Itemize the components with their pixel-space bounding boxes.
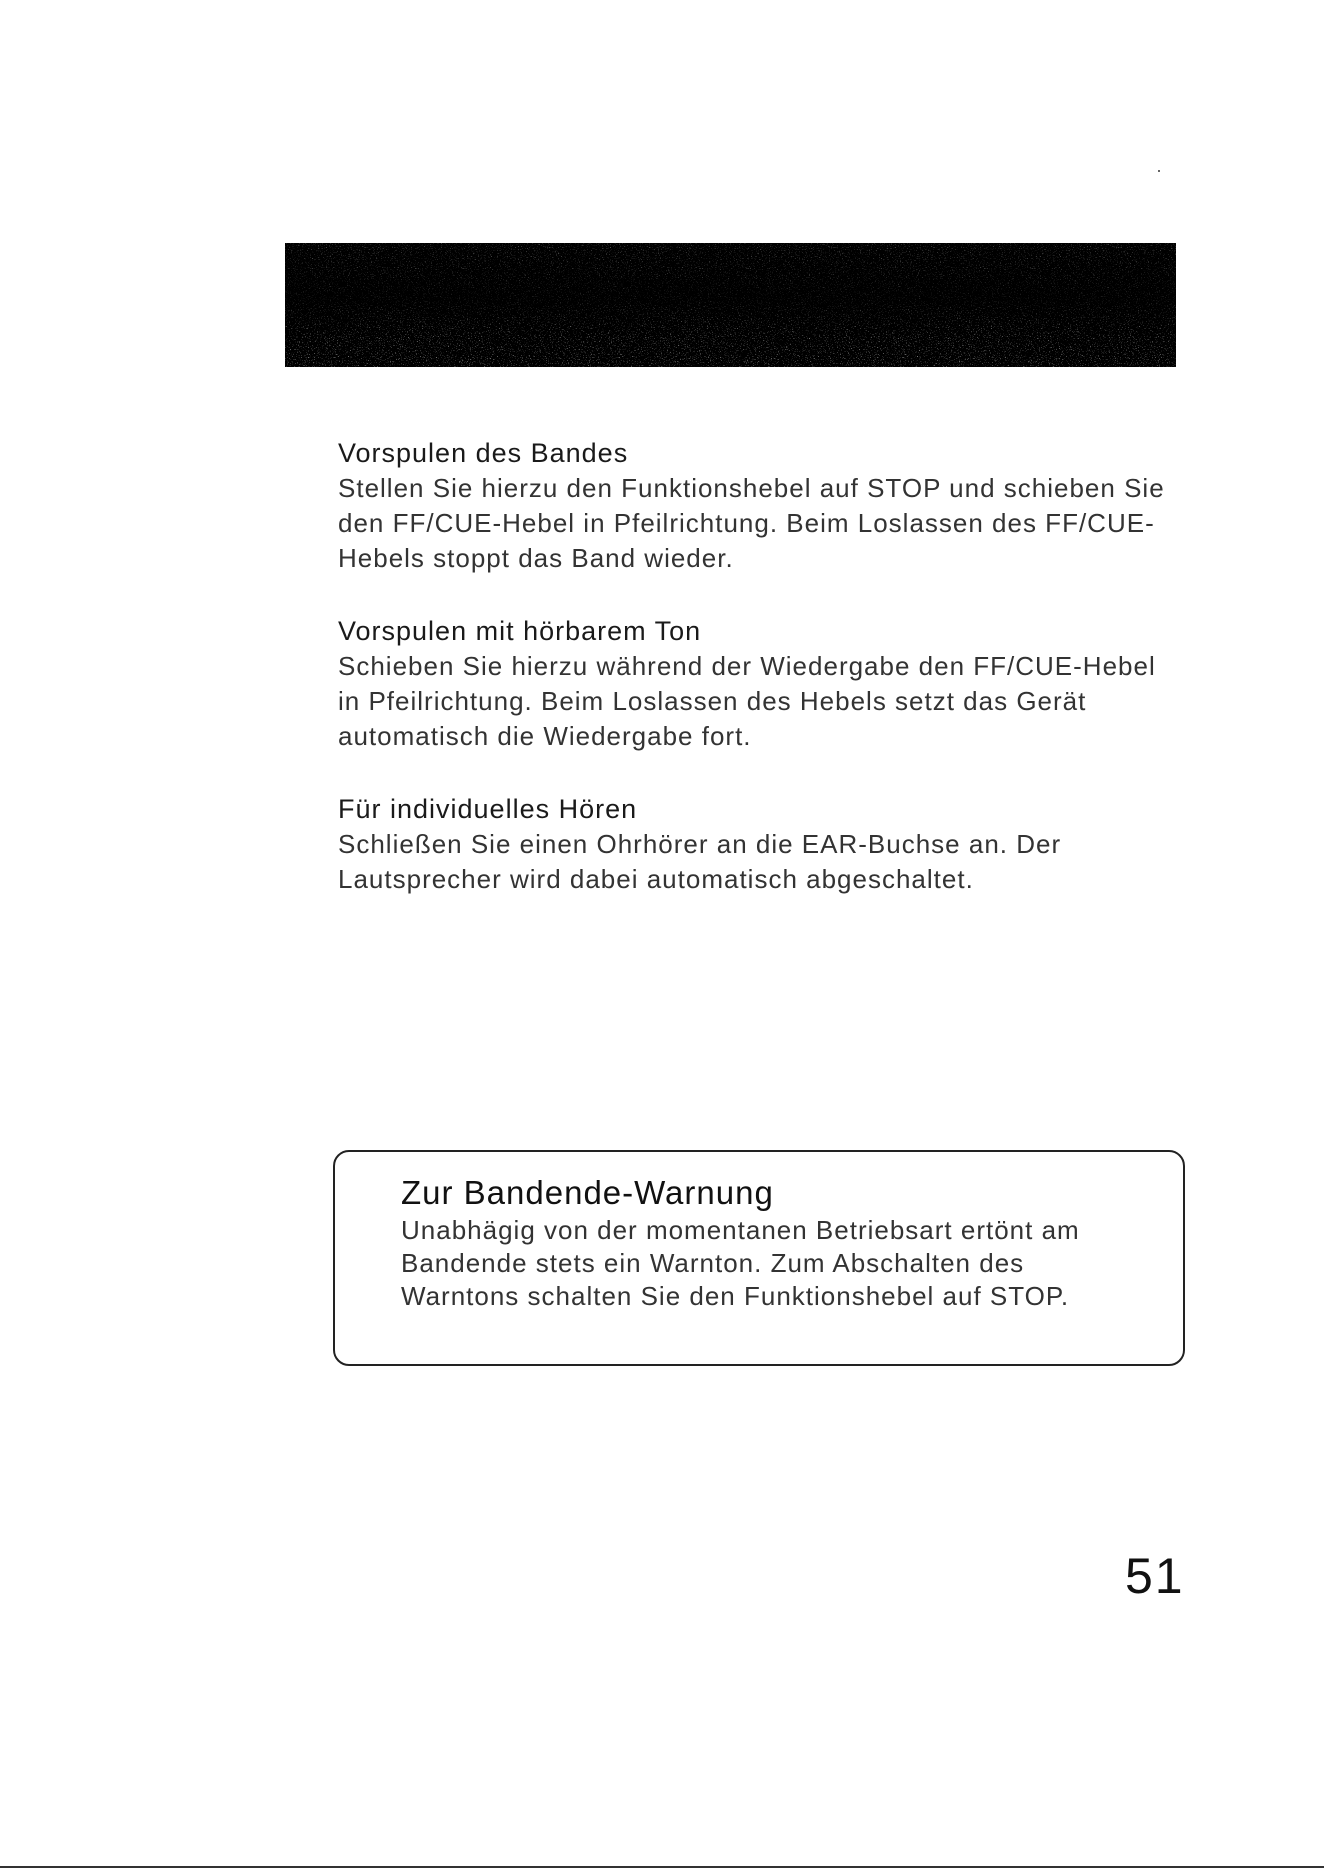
section-cue: [338, 614, 1168, 754]
section-body: Schließen Sie einen Ohrhörer an die EAR-Buchse an. Der Lautsprecher wird dabei automatisch abgeschaltet.: [338, 829, 1062, 894]
warning-title: Zur Bandende-Warnung: [401, 1174, 774, 1211]
warning-note-box: [333, 1150, 1185, 1366]
section-heading: Vorspulen mit hörbarem Ton: [338, 616, 702, 646]
page-number: 51: [1125, 1548, 1185, 1604]
section-fast-forward: [338, 436, 1168, 576]
bottom-edge-line: [0, 1866, 1324, 1868]
section-body: Schieben Sie hierzu während der Wiedergabe den FF/CUE-Hebel in Pfeilrichtung. Beim Loslassen des Hebels setzt das Gerät automatisch die Wiedergabe fort.: [338, 651, 1156, 751]
header-band: [285, 243, 1176, 367]
section-earphone: [338, 792, 1168, 897]
section-body: Stellen Sie hierzu den Funktionshebel auf STOP und schieben Sie den FF/CUE-Hebel in Pfeilrichtung. Beim Loslassen des FF/CUE-Hebels stoppt das Band wieder.: [338, 473, 1165, 573]
header-band-texture: [285, 243, 1176, 367]
scan-speck: [1158, 170, 1160, 172]
warning-body: Unabhägig von der momentanen Betriebsart ertönt am Bandende stets ein Warnton. Zum Abschalten des Warntons schalten Sie den Funktionshebel auf STOP.: [401, 1215, 1080, 1311]
section-heading: Vorspulen des Bandes: [338, 438, 629, 468]
section-heading: Für individuelles Hören: [338, 794, 638, 824]
main-content: [338, 436, 1168, 935]
